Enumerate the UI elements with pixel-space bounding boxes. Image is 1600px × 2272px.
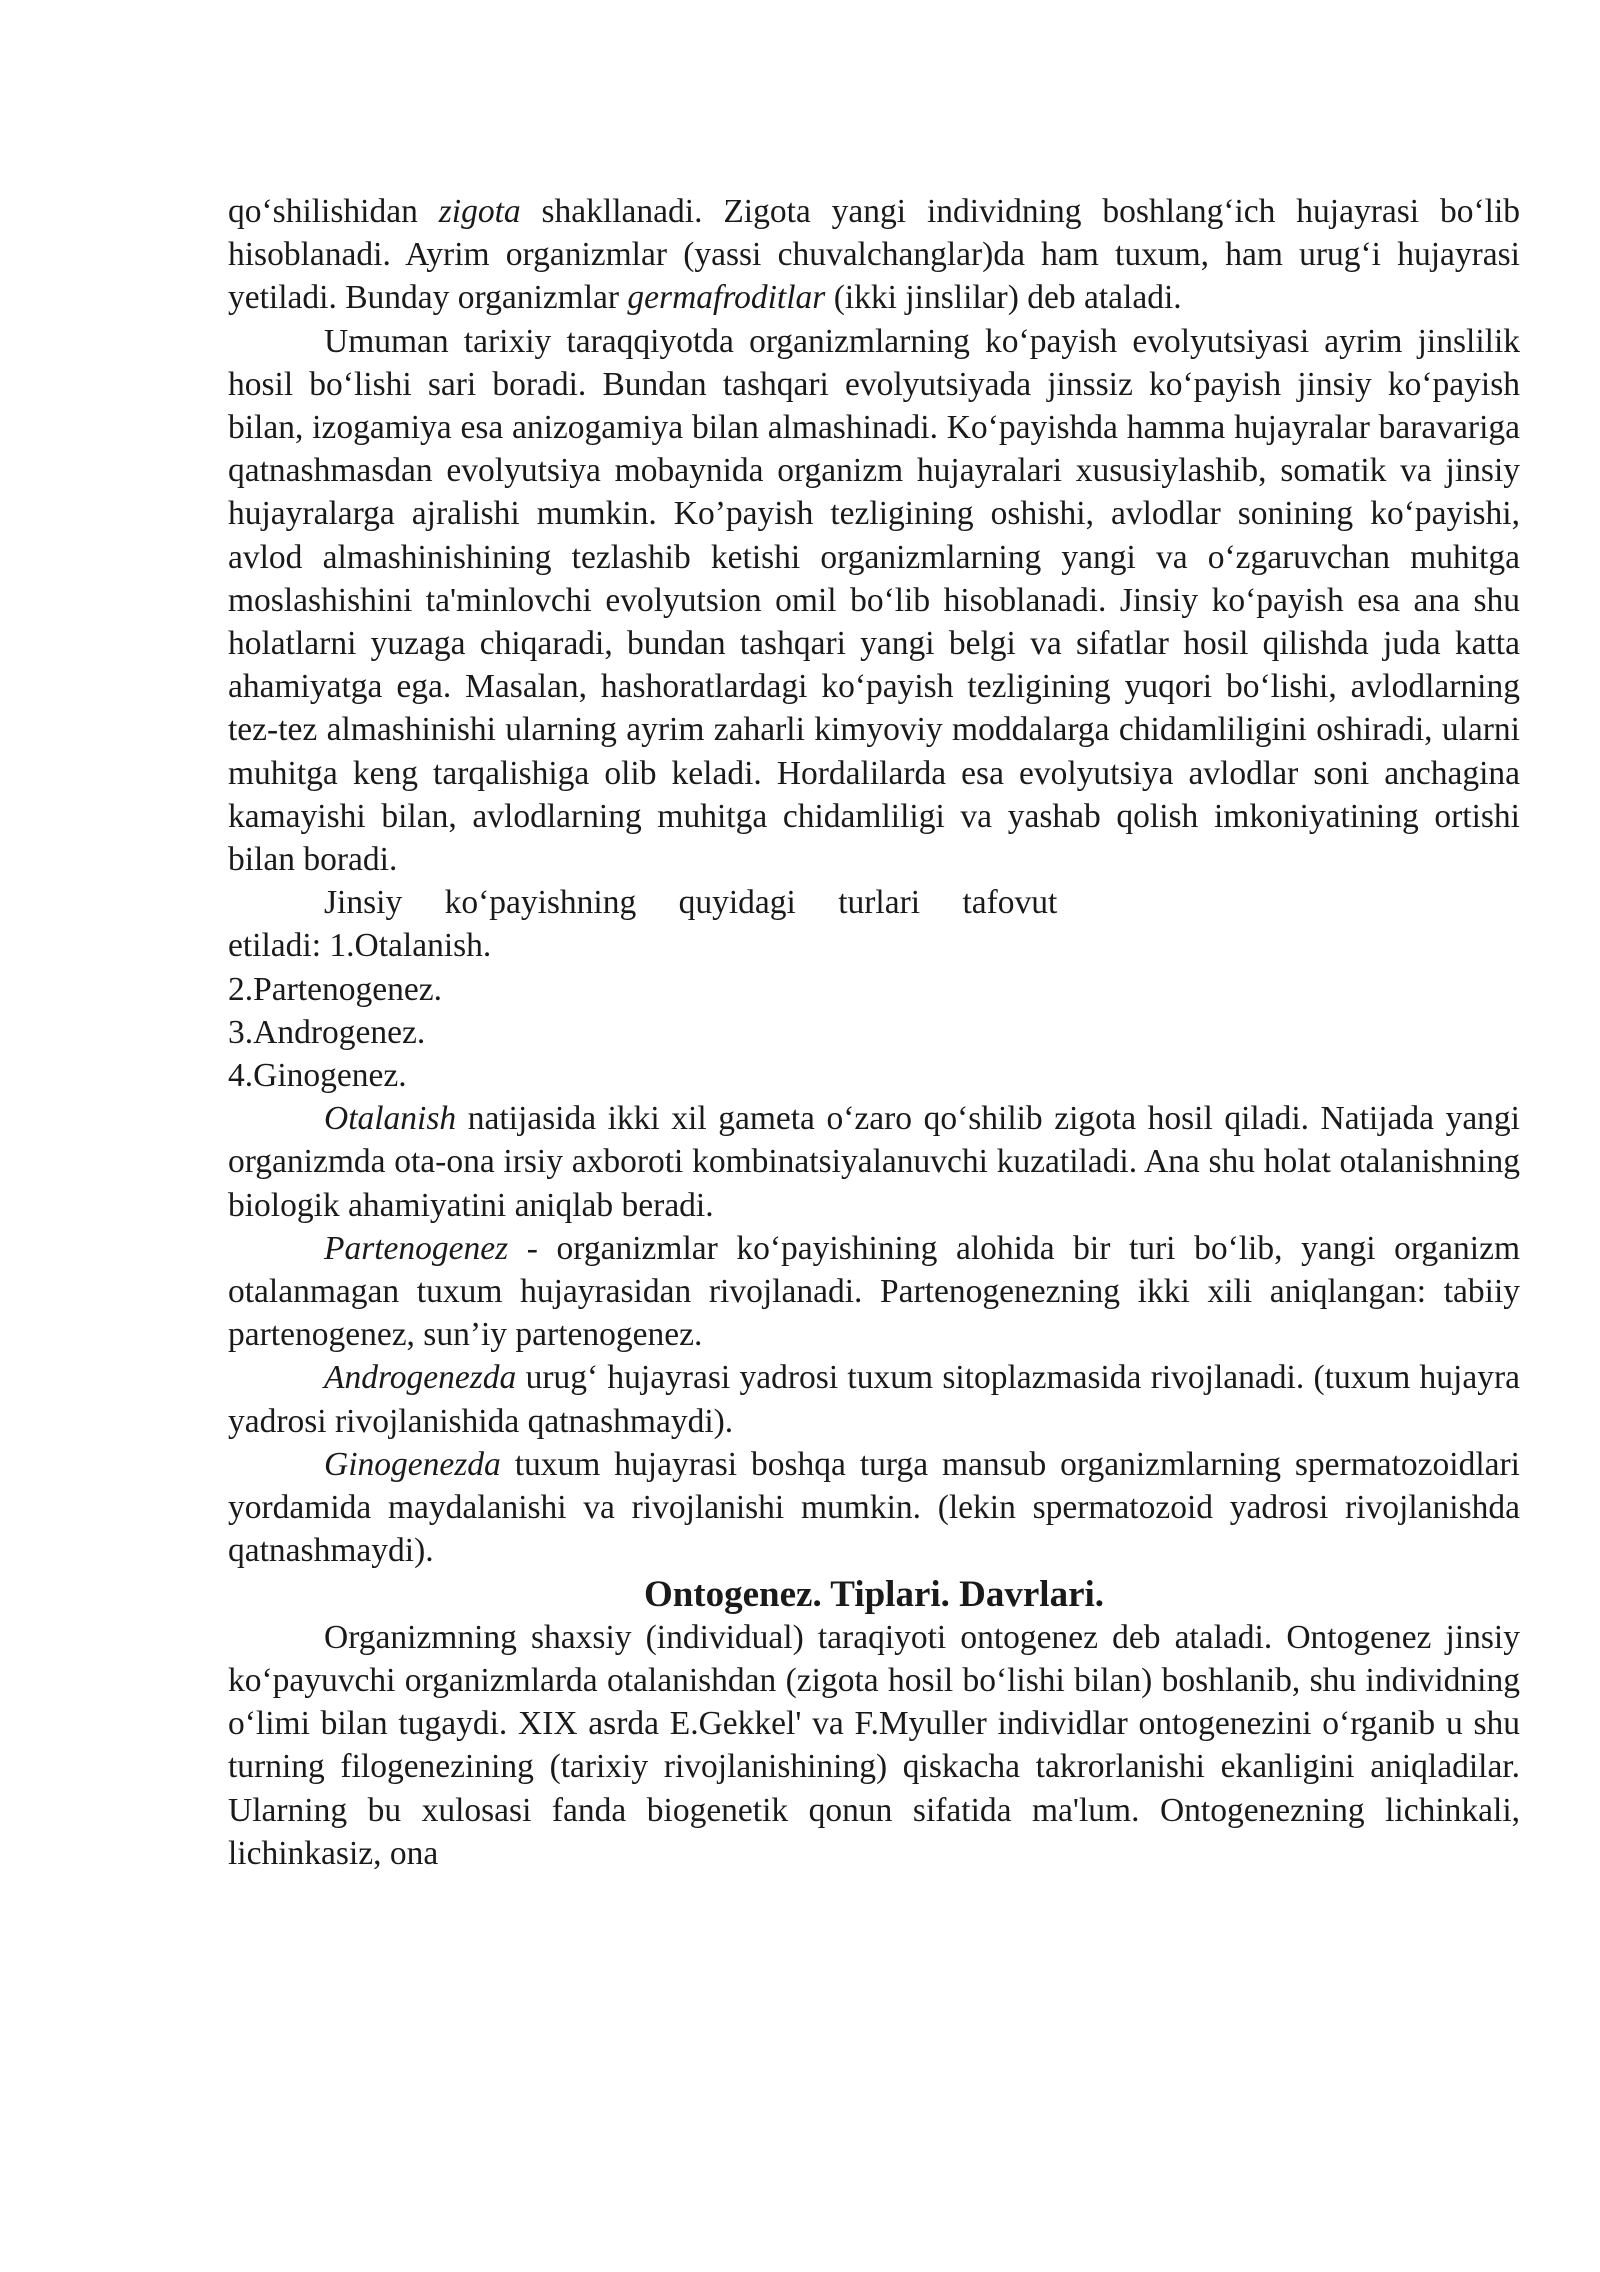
- paragraph-text: qo‘shilishidan: [228, 193, 439, 230]
- paragraph-ontogenez: Organizmning shaxsiy (individual) taraqiyoti ontogenez deb ataladi. Ontogenez jinsiy ko‘payuvchi organizmlarda otalanishdan (zigota hosil bo‘lishi bilan) boshlanib, shu individning o‘limi bilan tugaydi. XIX asrda E.Gekkel' va F.Myuller individlar ontogenezini o‘rganib u shu turning filogenezining (tarixiy rivojlanishining) qiskacha takrorlanishi ekanligini aniqladilar. Ularning bu xulosasi fanda biogenetik qonun sifatida ma'lum. Ontogenezning lichinkali, lichinkasiz, ona: [228, 1618, 1520, 1872]
- section-heading: Ontogenez. Tiplari. Davrlari.: [643, 1573, 1105, 1615]
- paragraph-ginogenez: [228, 1443, 1520, 1573]
- term-partenogenez: Partenogenez: [324, 1229, 509, 1267]
- list-item: 2.Partenogenez.: [228, 970, 442, 1008]
- paragraph-androgenez: [228, 1356, 1520, 1442]
- term-androgenez: Androgenezda: [324, 1359, 517, 1397]
- paragraph-text: tuxum hujayrasi boshqa turga mansub organizmlarning spermatozoidlari yordamida maydalanishi va rivojlanishi mumkin. (lekin spermatozoid yadrosi rivojlanishda qatnashmaydi).: [228, 1445, 1520, 1570]
- paragraph-partenogenez: [228, 1227, 1520, 1357]
- list-item: etiladi: 1.Otalanish.: [228, 927, 492, 965]
- paragraph-text: natijasida ikki xil gameta o‘zaro qo‘shilib zigota hosil qiladi. Natijada yangi organizmda ota-ona irsiy axboroti kombinatsiyalanuvchi kuzatiladi. Ana shu holat otalanishning biologik ahamiyatini aniqlab beradi.: [228, 1100, 1520, 1224]
- paragraph-zigota: [228, 190, 1520, 320]
- list-item: 3.Androgenez.: [228, 1013, 426, 1051]
- paragraph-text: urug‘ hujayrasi yadrosi tuxum sitoplazmasida rivojlanadi. (tuxum hujayra yadrosi rivojlanishida qatnashmaydi).: [228, 1359, 1520, 1440]
- paragraph-text: shakllanadi. Zigota yangi individning boshlang‘ich hujayrasi bo‘lib hisoblanadi. Ayrim organizmlar (yassi chuvalchanglar)da ham tuxum, ham urug‘i hujayrasi yetiladi. Bunday organizmlar: [228, 193, 1520, 317]
- document-page: [228, 190, 1520, 1875]
- paragraph-otalanish: [228, 1097, 1520, 1227]
- term-germafroditlar: germafroditlar: [627, 279, 826, 317]
- paragraph-evolyutsiya: Umuman tarixiy taraqqiyotda organizmlarning ko‘payish evolyutsiyasi ayrim jinslilik hosil bo‘lishi sari boradi. Bundan tashqari evolyutsiyada jinssiz ko‘payish jinsiy ko‘payish bilan, izogamiya esa anizogamiya bilan almashinadi. Ko‘payishda hamma hujayralar baravariga qatnashmasdan evolyutsiya mobaynida organizm hujayralari xususiylashib, somatik va jinsiy hujayralarga ajralishi mumkin. Ko’payish tezligining oshishi, avlodlar sonining ko‘payishi, avlod almashinishining tezlashib ketishi organizmlarning yangi va o‘zgaruvchan muhitga moslashishini ta'minlovchi evolyutsion omil bo‘lib hisoblanadi. Jinsiy ko‘payish esa ana shu holatlarni yuzaga chiqaradi, bundan tashqari yangi belgi va sifatlar hosil qilishda juda katta ahamiyatga ega. Masalan, hashoratlardagi ko‘payish tezligining yuqori bo‘lishi, avlodlarning tez-tez almashinishi ularning ayrim zaharli kimyoviy moddalarga chidamliligini oshiradi, ularni muhitga keng tarqalishiga olib keladi. Hordalilarda esa evolyutsiya avlodlar soni anchagina kamayishi bilan, avlodlarning muhitga chidamliligi va yashab qolish imkoniyatining ortishi bilan boradi.: [228, 322, 1520, 879]
- list-item: 4.Ginogenez.: [228, 1057, 407, 1095]
- term-ginogenez: Ginogenezda: [324, 1445, 501, 1483]
- paragraph-text: - organizmlar ko‘payishining alohida bir turi bo‘lib, yangi organizm otalanmagan tuxum hujayrasidan rivojlanadi. Partenogenezning ikki xili aniqlangan: tabiiy partenogenez, sun’iy partenogenez.: [228, 1229, 1520, 1354]
- term-otalanish: Otalanish: [324, 1100, 457, 1138]
- list-intro: Jinsiy ko‘payishning quyidagi turlari tafovut: [324, 884, 1058, 922]
- term-zigota: zigota: [438, 193, 521, 230]
- paragraph-text: (ikki jinslilar) deb ataladi.: [825, 279, 1182, 317]
